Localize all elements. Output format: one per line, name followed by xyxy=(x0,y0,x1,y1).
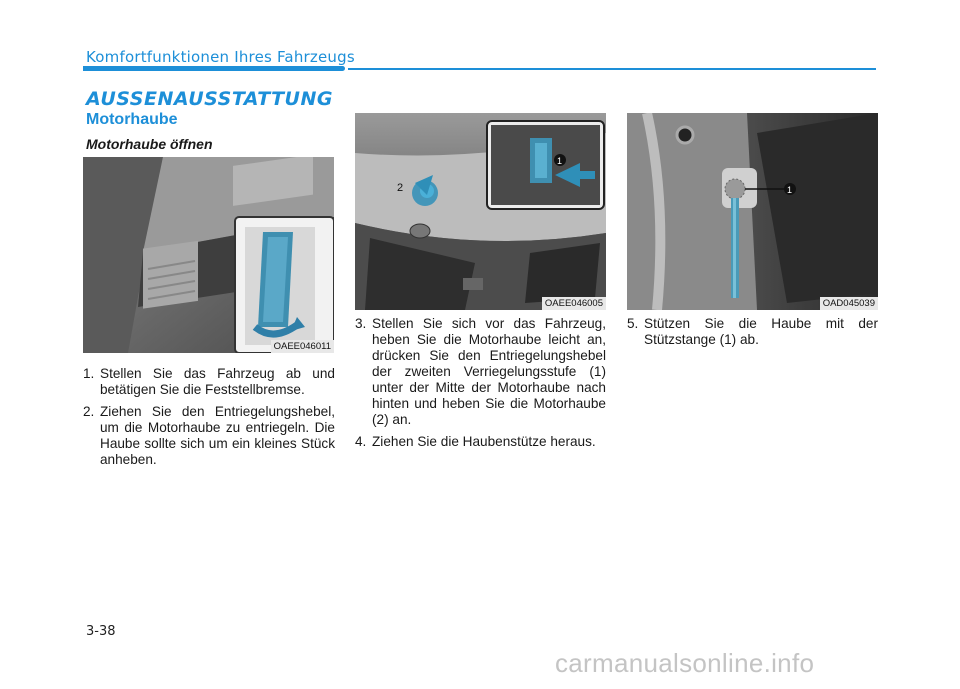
figure-code: OAD045039 xyxy=(820,297,878,310)
step-text: Ziehen Sie die Haubenstütze heraus. xyxy=(372,434,596,449)
step xyxy=(355,316,606,428)
callout-1: 1 xyxy=(557,156,563,166)
figure-support-rod xyxy=(627,113,878,310)
step-number: 3. xyxy=(355,316,367,331)
instructions-column-2 xyxy=(355,316,606,456)
page-number: 3-38 xyxy=(86,624,116,639)
instructions-column-3 xyxy=(627,316,878,354)
step-text: Stellen Sie sich vor das Fahrzeug, heben Sie die Motorhaube leicht an, drücken Sie den Entriegelungshebel der zweiten Verriegelungsstufe (1) unter der Mitte der Motorhaube nach hinten und heben Sie die Motorhaube (2) an. xyxy=(372,316,606,427)
header-rule-accent xyxy=(83,66,345,71)
figure-code: OAEE046005 xyxy=(542,297,606,310)
step-text: Ziehen Sie den Entriegelungshebel, um die Motorhaube zu entriegeln. Die Haube sollte sich um ein kleines Stück anheben. xyxy=(100,404,335,467)
secondary-latch-illustration xyxy=(355,113,606,310)
watermark: carmanualsonline.info xyxy=(555,648,815,678)
step-number: 5. xyxy=(627,316,639,331)
subsection-title: Motorhaube xyxy=(86,111,178,128)
header-rule xyxy=(348,68,876,70)
callout-1: 1 xyxy=(787,185,793,195)
step-number: 4. xyxy=(355,434,367,449)
instructions-column-1 xyxy=(83,366,335,474)
figure-secondary-latch xyxy=(355,113,606,310)
figure-hood-release-lever xyxy=(83,157,334,353)
header-title: Komfortfunktionen Ihres Fahrzeugs xyxy=(86,48,355,66)
figure-code: OAEE046011 xyxy=(271,340,334,353)
step xyxy=(627,316,878,348)
step-text: Stellen Sie das Fahrzeug ab und betätigen Sie die Feststellbremse. xyxy=(100,366,335,397)
callout-2: 2 xyxy=(397,182,404,194)
step-text: Stützen Sie die Haube mit der Stützstange (1) ab. xyxy=(644,316,878,347)
step xyxy=(355,434,606,450)
step-number: 2. xyxy=(83,404,95,419)
step-number: 1. xyxy=(83,366,95,381)
step xyxy=(83,404,335,468)
section-title: AUSSENAUSSTATTUNG xyxy=(86,88,333,110)
hood-release-illustration xyxy=(83,157,334,353)
step xyxy=(83,366,335,398)
sub-subsection-title: Motorhaube öffnen xyxy=(86,136,213,152)
support-rod-illustration xyxy=(627,113,878,310)
